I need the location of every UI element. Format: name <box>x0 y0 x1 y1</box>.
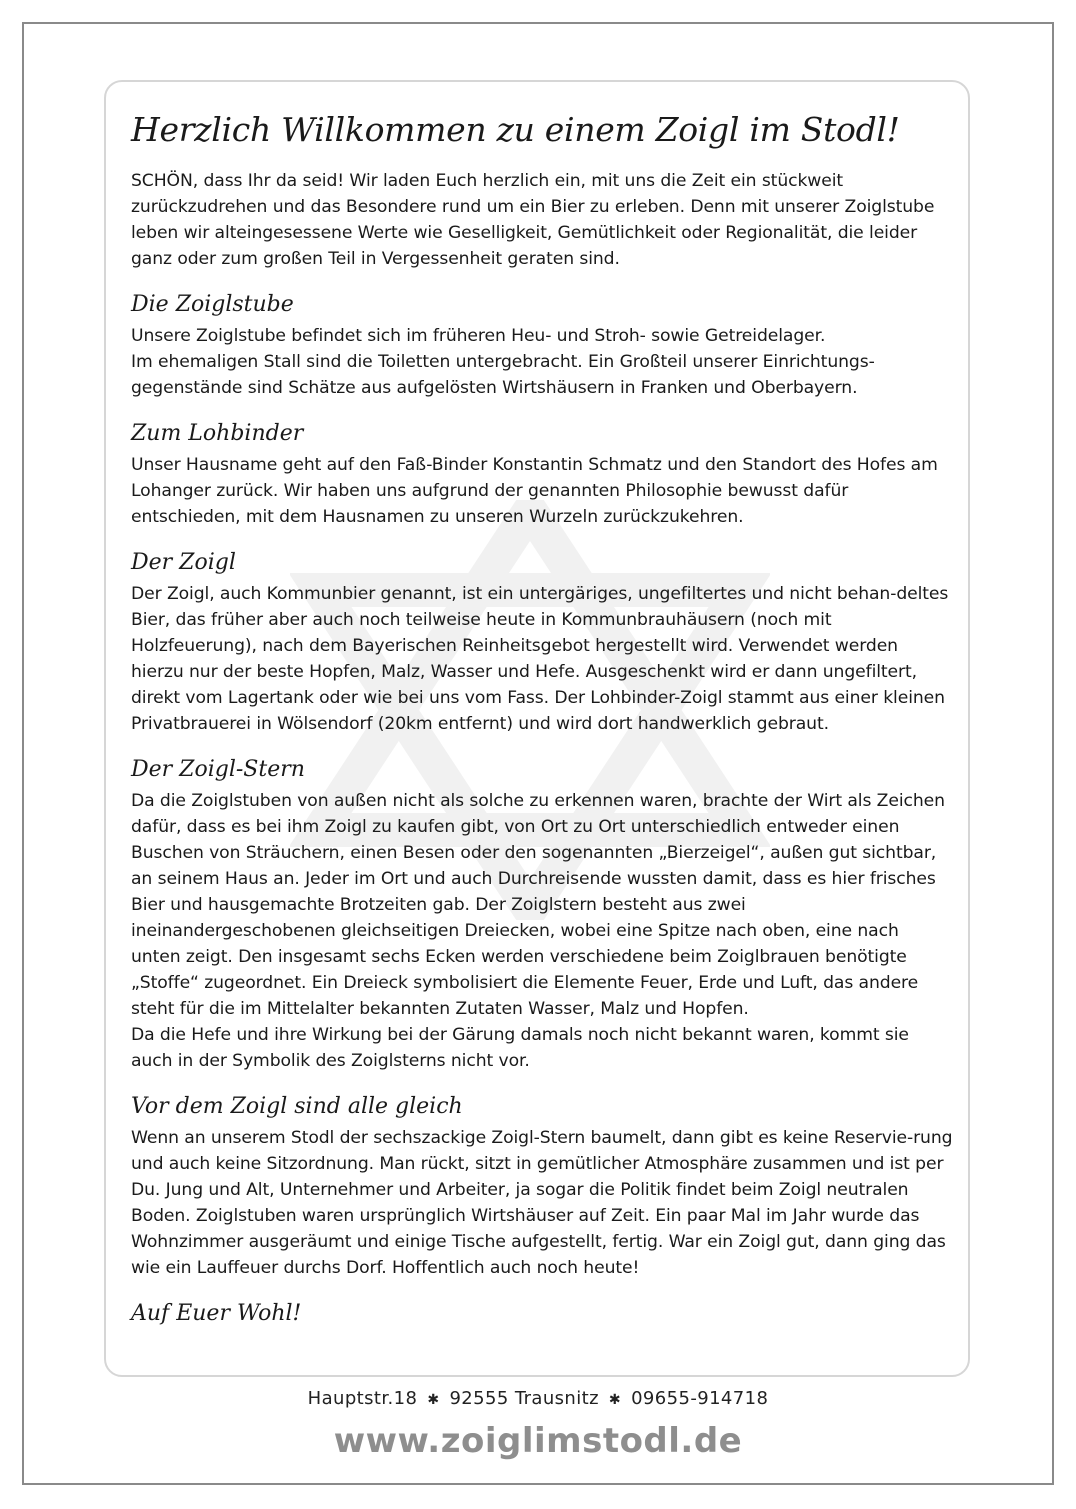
section-heading-zoiglstube: Die Zoiglstube <box>131 292 294 317</box>
section-heading-zoigl-stern: Der Zoigl-Stern <box>131 757 305 782</box>
section-paragraph: Da die Hefe und ihre Wirkung bei der Gärung damals noch nicht bekannt waren, kommt sie auch in der Symbolik des Zoiglsterns nicht vor. <box>131 1025 909 1071</box>
section-paragraph: Der Zoigl, auch Kommunbier genannt, ist ein untergäriges, ungefiltertes und nicht behan-deltes Bier, das früher aber auch noch teilweise heute in Kommunbrauhäusern (noch mit Holzfeuerung), nach dem Bayerischen Reinheitsgebot hergestellt wird. Verwendet werden hierzu nur der beste Hopfen, Malz, Wasser und Hefe. Ausgeschenkt wird er dann ungefiltert, direkt vom Lagertank oder wie bei uns vom Fass. Der Lohbinder-Zoigl stammt aus einer kleinen Privatbrauerei in Wölsendorf (20km entfernt) und wird dort handwerklich gebraut. <box>131 584 949 734</box>
section-heading-alle-gleich: Vor dem Zoigl sind alle gleich <box>131 1094 463 1119</box>
address-line <box>0 1388 1076 1409</box>
phone-number: 09655-914718 <box>631 1388 769 1409</box>
page-title: Herzlich Willkommen zu einem Zoigl im Stodl! <box>131 110 900 149</box>
intro-paragraph: SCHÖN, dass Ihr da seid! Wir laden Euch herzlich ein, mit uns die Zeit ein stückweit zurückzudrehen und das Besondere rund um ein Bier zu erleben. Denn mit unserer Zoiglstube leben wir alteingesessene Werte wie Geselligkeit, Gemütlichkeit oder Regionalität, die leider ganz oder zum großen Teil in Vergessenheit geraten sind. <box>131 171 935 269</box>
section-paragraph: Unsere Zoiglstube befindet sich im früheren Heu- und Stroh- sowie Getreidelager. <box>131 326 826 346</box>
section-paragraph: Da die Zoiglstuben von außen nicht als solche zu erkennen waren, brachte der Wirt als Zeichen dafür, dass es bei ihm Zoigl zu kaufen gibt, von Ort zu Ort unterschiedlich entweder einen Buschen von Sträuchern, einen Besen oder den sogenannten „Bierzeigel“, außen gut sichtbar, an seinem Haus an. Jeder im Ort und auch Durchreisende wussten damit, dass es hier frisches Bier und hausgemachte Brotzeiten gab. Der Zoiglstern besteht aus zwei ineinandergeschobenen gleichseitigen Dreiecken, wobei eine Spitze nach oben, eine nach unten zeigt. Den insgesamt sechs Ecken werden verschiedene beim Zoiglbrauen benötigte „Stoffe“ zugeordnet. Ein Dreieck symbolisiert die Elemente Feuer, Erde und Luft, das andere steht für die im Mittelalter bekannten Zutaten Wasser, Malz und Hopfen. <box>131 791 945 1019</box>
section-paragraph: Unser Hausname geht auf den Faß-Binder Konstantin Schmatz und den Standort des Hofes am Lohanger zurück. Wir haben uns aufgrund der genannten Philosophie bewusst dafür entschieden, mit dem Hausnamen zu unseren Wurzeln zurückzukehren. <box>131 455 938 527</box>
separator-icon: ✱ <box>608 1392 622 1408</box>
separator-icon: ✱ <box>427 1392 440 1408</box>
section-paragraph: Im ehemaligen Stall sind die Toiletten untergebracht. Ein Großteil unserer Einrichtungs-gegenstände sind Schätze aus aufgelösten Wirtshäusern in Franken und Oberbayern. <box>131 352 875 398</box>
section-heading-lohbinder: Zum Lohbinder <box>131 421 304 446</box>
main-content <box>131 108 953 1332</box>
street: Hauptstr.18 <box>307 1388 418 1409</box>
closing-line: Auf Euer Wohl! <box>131 1301 302 1326</box>
website-url: www.zoiglimstodl.de <box>333 1421 743 1461</box>
section-heading-zoigl: Der Zoigl <box>131 550 236 575</box>
city: 92555 Trausnitz <box>449 1388 599 1409</box>
section-paragraph: Wenn an unserem Stodl der sechszackige Zoigl-Stern baumelt, dann gibt es keine Reservie-rung und auch keine Sitzordnung. Man rückt, sitzt in gemütlicher Atmosphäre zusammen und ist per Du. Jung und Alt, Unternehmer und Arbeiter, ja sogar die Politik findet beim Zoigl neutralen Boden. Zoiglstuben waren ursprünglich Wirtshäuser auf Zeit. Ein paar Mal im Jahr wurde das Wohnzimmer ausgeräumt und einige Tische aufgestellt, fertig. War ein Zoigl gut, dann ging das wie ein Lauffeuer durchs Dorf. Hoffentlich auch noch heute! <box>131 1128 953 1278</box>
